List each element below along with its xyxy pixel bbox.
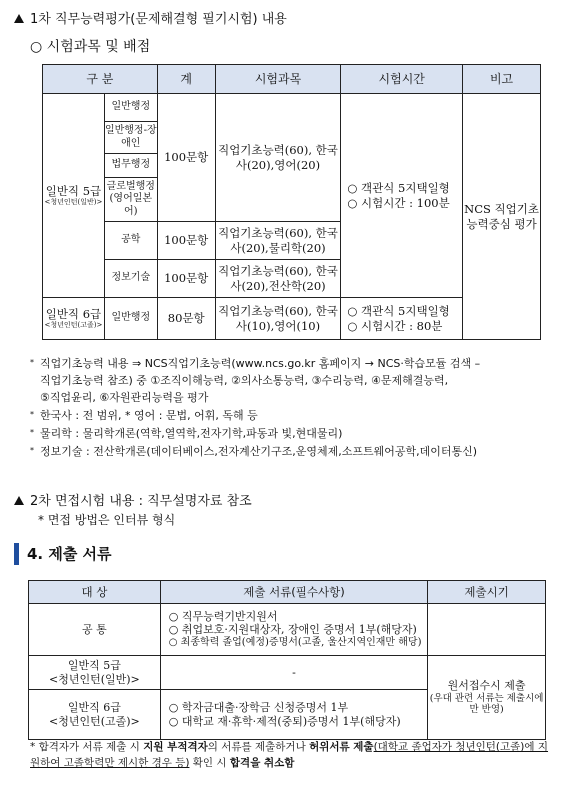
job-engineering: 공학: [104, 222, 157, 260]
job-it: 정보기술: [104, 260, 157, 298]
subjects-it: 직업기초능력(60), 한국사(20),전산학(20): [215, 260, 341, 298]
note-ncs-line2: 직업기초능력 참조) 중 ①조직이해능력, ②의사소통능력, ③수리능력, ④문제해결능력,: [40, 374, 449, 387]
time-grade6: ○ 객관식 5지택일형 ○ 시험시간 : 80분: [341, 298, 463, 340]
header-total: 계: [157, 65, 215, 94]
footer-warning: * 합격자가 서류 제출 시 지원 부적격자의 서류를 제출하거나 허위서류 제출(대학교 졸업자가 청년인턴(고졸)에 지원하여 고졸학력만 제시한 경우 등) 확인 시 합격을 취소함: [30, 741, 549, 769]
count-80: 80문항: [157, 298, 215, 340]
exam-notes: [30, 354, 480, 460]
target-common: 공 통: [29, 604, 161, 656]
note-physics: * 물리학 : 물리학개론(역학,열역학,전자기학,파동과 빛,현대물리): [30, 427, 343, 440]
count-100-b: 100문항: [157, 222, 215, 260]
section4-heading: 4. 제출 서류: [14, 543, 112, 565]
count-100-a: 100문항: [157, 94, 215, 222]
docs-grade6: ○ 학자금대출·장학금 신청증명서 1부 ○ 대학교 재·휴학·제적(중퇴)증명서 1부(해당자): [160, 690, 427, 740]
subjects-common: 직업기초능력(60), 한국사(20),영어(20): [215, 94, 341, 222]
section1-subheading: ○ 시험과목 및 배점: [30, 39, 151, 55]
subjects-grade6: 직업기초능력(60), 한국사(10),영어(10): [215, 298, 341, 340]
target-grade6: 일반직 6급 <청년인턴(고졸)>: [29, 690, 161, 740]
job-general-admin-6: 일반행정: [104, 298, 157, 340]
exam-subjects-table: [42, 64, 541, 340]
interview-note: * 면접 방법은 인터뷰 형식: [38, 513, 176, 527]
triangle-bullet-icon: [14, 14, 24, 23]
note-ncs-line1: * 직업기초능력 내용 ⇒ NCS직업기초능력(www.ncs.go.kr 홈페이지 → NCS·학습모듈 검색 –: [30, 357, 481, 370]
docs-grade5: -: [160, 656, 427, 690]
job-general-admin: 일반행정: [104, 94, 157, 122]
section1-heading: 1차 직무능력평가(문제해결형 필기시험) 내용: [14, 8, 287, 27]
header-subjects: 시험과목: [215, 65, 341, 94]
header-category: 구 분: [43, 65, 158, 94]
header-remark: 비고: [463, 65, 541, 94]
time-grade5: ○ 객관식 5지택일형 ○ 시험시간 : 100분: [341, 94, 463, 298]
count-100-c: 100문항: [157, 260, 215, 298]
target-grade5: 일반직 5급 <청년인턴(일반)>: [29, 656, 161, 690]
note-it: * 정보기술 : 전산학개론(데이터베이스,전자계산기구조,운영체제,소프트웨어공학,데이터통신): [30, 445, 478, 458]
note-ncs-line3: ⑤직업윤리, ⑥자원관리능력을 평가: [40, 391, 209, 404]
subjects-engineering: 직업기초능력(60), 한국사(20),물리학(20): [215, 222, 341, 260]
docs-common: ○ 직무능력기반지원서 ○ 취업보호·지원대상자, 장애인 증명서 1부(해당자) ○ 최종학력 졸업(예정)증명서(고졸, 울산지역인재만 해당): [160, 604, 427, 656]
grade6-cell: 일반직 6급 <청년인턴(고졸)>: [43, 298, 105, 340]
header-documents: 제출 서류(필수사항): [160, 581, 427, 604]
job-legal-admin: 법무행정: [104, 154, 157, 178]
job-global-admin: 글로벌행정(영어일본어): [104, 178, 157, 222]
section2-heading: 2차 면접시험 내용 : 직무설명자료 참조: [14, 490, 252, 509]
timing-common: [428, 604, 546, 656]
grade5-cell: 일반직 5급 <청년인턴(일반)>: [43, 94, 105, 298]
timing-submit: 원서접수시 제출 (우대 관련 서류는 제출시에만 반영): [428, 656, 546, 740]
header-timing: 제출시기: [428, 581, 546, 604]
header-target: 대 상: [29, 581, 161, 604]
triangle-bullet-icon: [14, 496, 24, 505]
note-history-english: * 한국사 : 전 범위, * 영어 : 문법, 어휘, 독해 등: [30, 409, 258, 422]
documents-table: [28, 580, 546, 740]
remark-ncs: NCS 직업기초 능력중심 평가: [463, 94, 541, 340]
header-time: 시험시간: [341, 65, 463, 94]
job-general-admin-disabled: 일반행정-장애인: [104, 122, 157, 154]
